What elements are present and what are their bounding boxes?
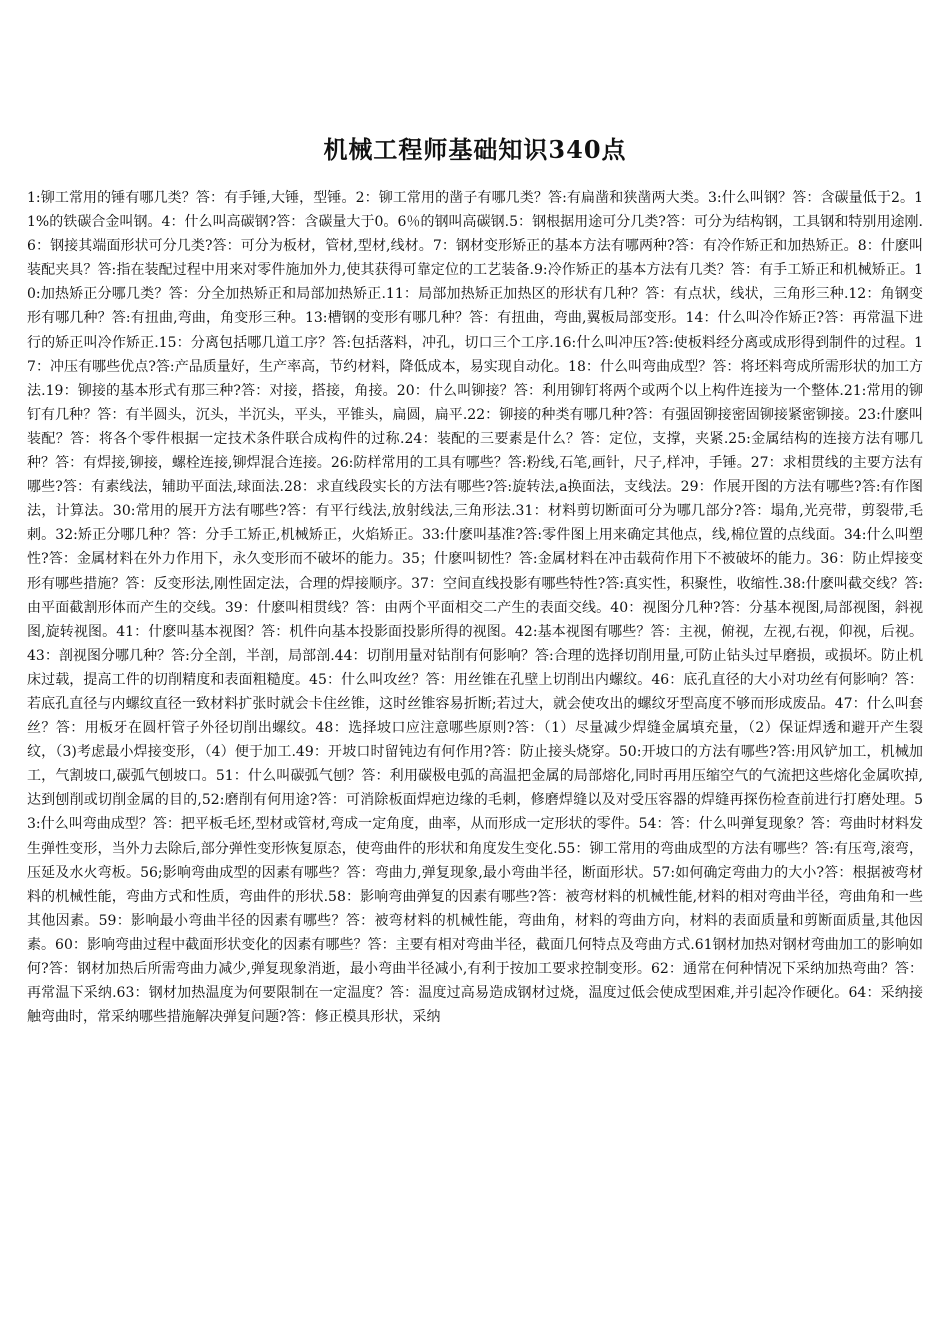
document-body-text: 1:铆工常用的锤有哪几类？答：有手锤,大锤，型锤。2：铆工常用的凿子有哪几类？答:有扁凿和狭凿两大类。3:什么叫钢？答：含碳量低于2。11%的铁碳合金叫钢。4：什么叫高碳钢?答：含碳量大于0。6％的钢叫高碳钢.5：钢根据用途可分几类?答：可分为结构钢，工具钢和特别用途刚.6：钢接其端面形状可分几类?答：可分为板材，管材,型材,线材。7：钢材变形矫正的基本方法有哪两种?答：有冷作矫正和加热矫正。8：什麽叫装配夹具？答:指在装配过程中用来对零件施加外力,使其获得可靠定位的工艺装备.9:冷作矫正的基本方法有几类？答：有手工矫正和机械矫正。10:加热矫正分哪几类？答：分全加热矫正和局部加热矫正.11：局部加热矫正加热区的形状有几种？答：有点状，线状，三角形三种.12：角钢变形有哪几种？答:有扭曲,弯曲，角变形三种。13:槽钢的变形有哪几种？答：有扭曲，弯曲,翼板局部变形。14：什么叫冷作矫正?答：再常温下进行的矫正叫冷作矫正.15：分离包括哪几道工序？答:包括落料，冲孔，切口三个工序.16:什么叫冲压?答:使板料经分离或成形得到制件的过程。17：冲压有哪些优点?答:产品质量好，生产率高，节约材料，降低成本，易实现自动化。18：什么叫弯曲成型？答：将坯料弯成所需形状的加工方法.19：铆接的基本形式有那三种?答：对接，搭接，角接。20：什么叫铆接？答：利用铆钉将两个或两个以上构件连接为一个整体.21:常用的铆钉有几种？答：有半圆头，沉头，半沉头，平头，平锥头，扁圆，扁平.22：铆接的种类有哪几种?答：有强固铆接密固铆接紧密铆接。23:什麽叫装配？答：将各个零件根据一定技术条件联合成构件的过称.24：装配的三要素是什么？答：定位，支撑，夹紧.25:金属结构的连接方法有哪几种？答：有焊接,铆接，螺栓连接,铆焊混合连接。26:防样常用的工具有哪些？答:粉线,石笔,画针，尺子,样冲，手锤。27：求相贯线的主要方法有哪些?答：有素线法，辅助平面法,球面法.28：求直线段实长的方法有哪些?答:旋转法,a换面法，支线法。29：作展开图的方法有哪些?答:有作图法，计算法。30:常用的展开方法有哪些?答：有平行线法,放射线法,三角形法.31：材料剪切断面可分为哪几部分?答：塌角,光亮带，剪裂带,毛刺。32:矫正分哪几种？答：分手工矫正,机械矫正，火焰矫正。33:什麽叫基准?答:零件图上用来确定其他点，线,棉位置的点线面。34:什么叫塑性?答：金属材料在外力作用下，永久变形而不破坏的能力。35；什麽叫韧性？答:金属材料在冲击载荷作用下不被破坏的能力。36：防止焊接变形有哪些措施？答：反变形法,刚性固定法，合理的焊接顺序。37：空间直线投影有哪些特性?答:真实性，积聚性，收缩性.38:什麽叫截交线？答:由平面截割形体而产生的交线。39：什麽叫相贯线？答：由两个平面相交二产生的表面交线。40：视图分几种?答：分基本视图,局部视图，斜视图,旋转视图。41：什麽叫基本视图？答：机件向基本投影面投影所得的视图。42:基本视图有哪些？答：主视，俯视，左视,右视，仰视，后视。43：剖视图分哪几种？答:分全剖，半剖，局部剖.44：切削用量对钻削有何影响？答:合理的选择切削用量,可防止钻头过早磨损，或损坏。防止机床过载，提高工件的切削精度和表面粗糙度。45：什么叫攻丝？答：用丝锥在孔壁上切削出内螺纹。46：底孔直径的大小对功丝有何影响？答：若底孔直径与内螺纹直径一致材料扩张时就会卡住丝锥，这时丝锥容易折断;若过大，就会使攻出的螺纹牙型高度不够而形成废品。47：什么叫套丝？答：用板牙在圆杆管子外径切削出螺纹。48：选择坡口应注意哪些原则?答：（1）尽量减少焊缝金属填充量，（2）保证焊透和避开产生裂纹，（3)考虑最小焊接变形，（4）便于加工.49：开坡口时留钝边有何作用?答：防止接头烧穿。50:开坡口的方法有哪些?答:用风铲加工，机械加工，气割坡口,碳弧气刨坡口。51：什么叫碳弧气刨？答：利用碳极电弧的高温把金属的局部熔化,同时再用压缩空气的气流把这些熔化金属吹掉,达到刨削或切削金属的目的,52:磨削有何用途?答：可消除板面焊疤边缘的毛刺，修磨焊缝以及对受压容器的焊缝再探伤检查前进行打磨处理。53:什么叫弯曲成型？答：把平板毛坯,型材或管材,弯成一定角度，曲率，从而形成一定形状的零件。54：答：什么叫弹复现象？答：弯曲时材料发生弹性变形，当外力去除后,部分弹性变形恢复原态，使弯曲件的形状和角度发生变化.55：铆工常用的弯曲成型的方法有哪些？答:有压弯,滚弯，压延及水火弯板。56;影响弯曲成型的因素有哪些？答：弯曲力,弹复现象,最小弯曲半径，断面形状。57:如何确定弯曲力的大小?答：根据被弯材料的机械性能，弯曲方式和性质，弯曲件的形状.58：影响弯曲弹复的因素有哪些?答：被弯材料的机械性能,材料的相对弯曲半径，弯曲角和一些其他因素。59：影响最小弯曲半径的因素有哪些？答：被弯材料的机械性能，弯曲角，材料的弯曲方向，材料的表面质量和剪断面质量,其他因素。60：影响弯曲过程中截面形状变化的因素有哪些？答：主要有相对弯曲半径，截面几何特点及弯曲方式.61钢材加热对钢材弯曲加工的影响如何?答：钢材加热后所需弯曲力减少,弹复现象消逝，最小弯曲半径减小,有利于按加工要求控制变形。62：通常在何种情况下采纳加热弯曲？答：再常温下采纳.63：钢材加热温度为何要限制在一定温度？答：温度过高易造成钢材过烧，温度过低会使成型困难,并引起冷作硬化。64：采纳接触弯曲时，常采纳哪些措施解决弹复问题?答：修正模具形状，采纳	[27, 190, 923, 1026]
document-title: 机械工程师基础知识340点	[323, 135, 627, 164]
